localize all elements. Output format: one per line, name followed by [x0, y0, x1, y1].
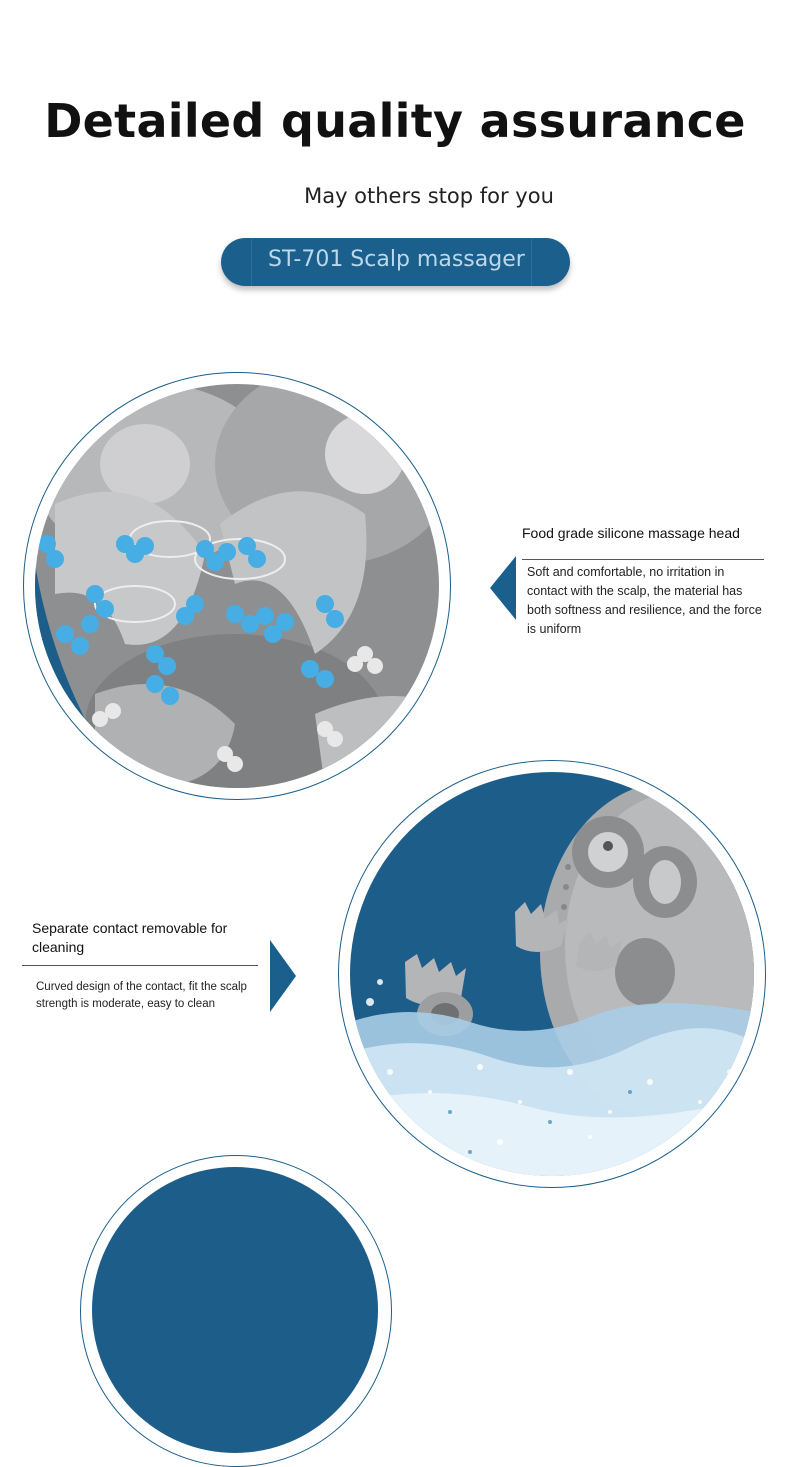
feature-title: Separate contact removable for cleaning	[32, 920, 228, 955]
feature-divider	[522, 559, 764, 560]
badge-divider	[531, 238, 532, 286]
product-badge-label: ST-701 Scalp massager	[268, 247, 525, 272]
feature-description: Soft and comfortable, no irritation in contact with the scalp, the material has both softness and resilience, and the force is uniform	[527, 565, 762, 636]
massage-head-photo	[35, 384, 439, 788]
cleaning-photo	[350, 772, 754, 1176]
feature-divider	[22, 965, 258, 966]
product-badge	[221, 238, 570, 286]
feature-description: Curved design of the contact, fit the scalp strength is moderate, easy to clean	[36, 981, 247, 1010]
arrow-right-icon	[270, 940, 298, 1012]
cleaning-illustration	[350, 772, 754, 1176]
arrow-left-icon	[490, 556, 518, 620]
next-photo	[92, 1167, 378, 1453]
page-subtitle: May others stop for you	[304, 184, 554, 208]
massage-head-illustration	[35, 384, 439, 788]
badge-divider	[251, 238, 252, 286]
feature-title: Food grade silicone massage head	[522, 525, 740, 541]
page-title: Detailed quality assurance	[44, 94, 746, 148]
